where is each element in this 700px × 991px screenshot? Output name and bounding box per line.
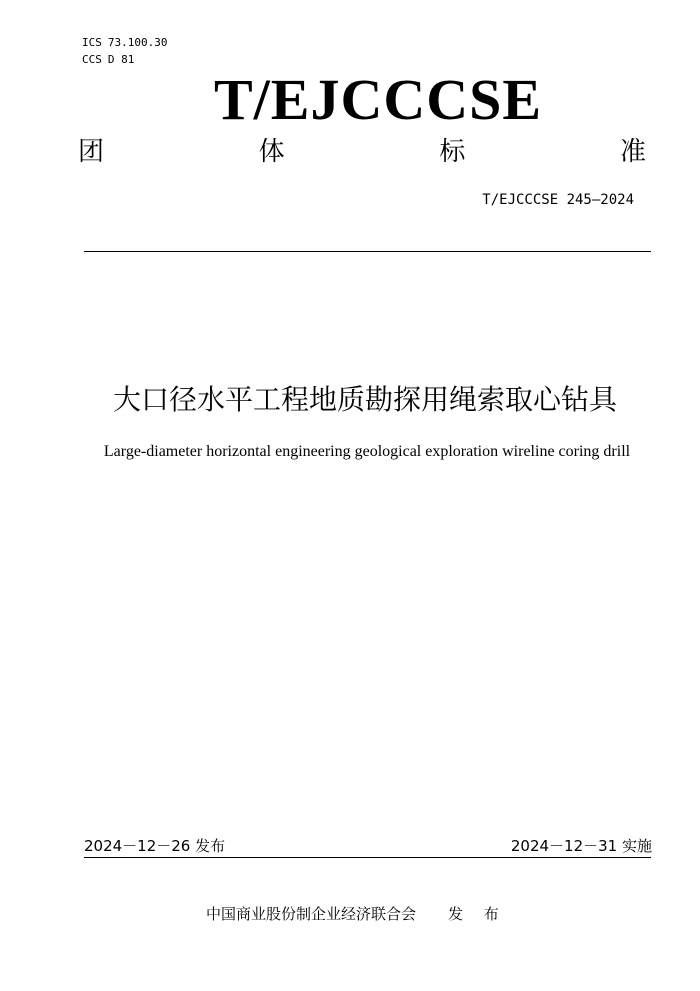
top-divider: [84, 251, 651, 252]
publisher-organization: 中国商业股份制企业经济联合会: [206, 905, 417, 923]
ccs-classification: [82, 53, 134, 67]
document-title-zh: 大口径水平工程地质勘探用绳索取心钻具: [112, 383, 617, 416]
standard-logo: T/EJCCCSE: [214, 67, 543, 132]
bottom-divider: [84, 857, 651, 858]
issue-date: 2024－12－26 发布: [84, 837, 226, 855]
publisher: [206, 904, 507, 924]
standard-number: T/EJCCCSE 245—2024: [482, 192, 634, 208]
ics-code: 73.100.30: [107, 36, 168, 49]
ics-label: ICS: [82, 36, 102, 49]
standard-type-char: 标: [439, 137, 466, 167]
ics-classification: [82, 36, 167, 50]
standard-type-char: 团: [78, 137, 105, 167]
ccs-code: D 81: [107, 53, 135, 66]
ccs-label: CCS: [82, 53, 102, 66]
publisher-action: 发 布: [448, 905, 507, 923]
standard-type-char: 准: [619, 137, 646, 167]
standard-type-char: 体: [258, 137, 285, 167]
document-title-en: Large-diameter horizontal engineering geological exploration wireline coring drill: [103, 443, 631, 460]
standard-type: [78, 134, 646, 170]
implementation-date: 2024－12－31 实施: [510, 837, 652, 855]
